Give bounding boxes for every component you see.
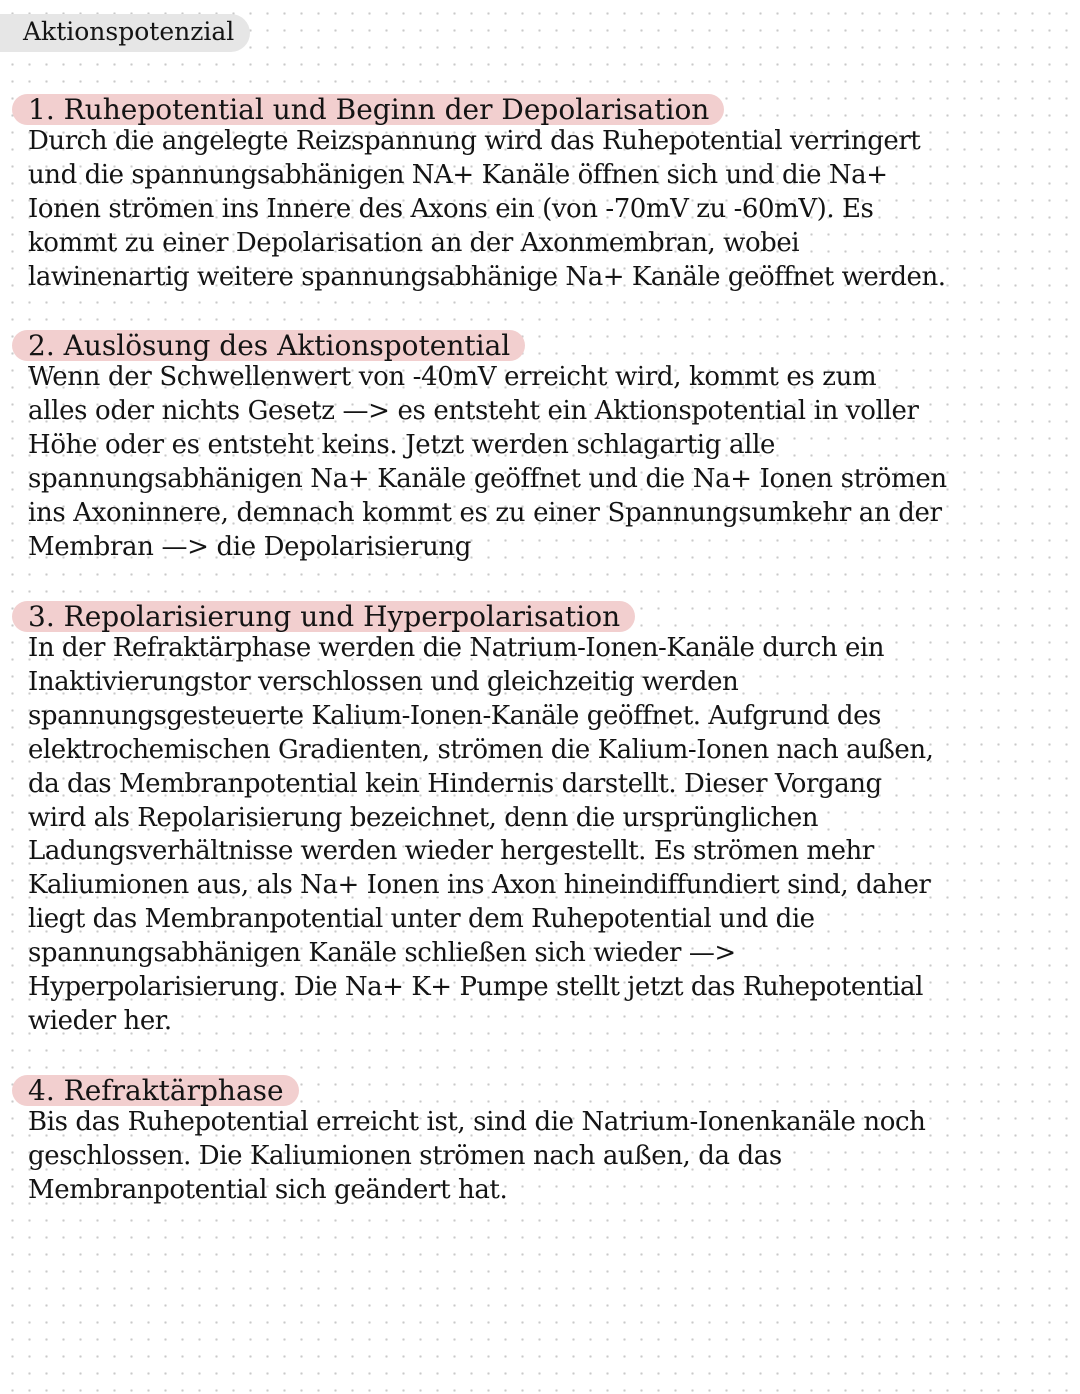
text-line: Membranpotential sich geändert hat. <box>28 1174 508 1205</box>
text-line: Durch die angelegte Reizspannung wird das Ruhepotential verringert <box>28 126 921 156</box>
section-repolarisierung <box>12 601 933 1039</box>
text-line: liegt das Membranpotential unter dem Ruhepotential und die <box>28 904 815 935</box>
section-body <box>12 632 933 1039</box>
text-line: Wenn der Schwellenwert von -40mV erreicht wird, kommt es zum <box>28 362 877 392</box>
text-line: kommt zu einer Depolarisation an der Axonmembran, wobei <box>28 227 800 258</box>
text-line: wird als Repolarisierung bezeichnet, denn die ursprünglichen <box>28 802 819 833</box>
text-line: geschlossen. Die Kaliumionen strömen nach außen, da das <box>28 1140 782 1171</box>
text-line: und die spannungsabhänigen NA+ Kanäle öffnen sich und die Na+ <box>28 159 888 190</box>
text-line: Hyperpolarisierung. Die Na+ K+ Pumpe stellt jetzt das Ruhepotential <box>28 972 923 1003</box>
text-line: alles oder nichts Gesetz —> es entsteht ein Aktionspotential in voller <box>28 395 919 426</box>
text-line: In der Refraktärphase werden die Natrium-Ionen-Kanäle durch ein <box>28 633 885 663</box>
text-line: Inaktivierungstor verschlossen und gleichzeitig werden <box>28 666 739 697</box>
text-line: lawinenartig weitere spannungsabhänige Na+ Kanäle geöffnet werden. <box>28 261 946 292</box>
text-line: spannungsabhänigen Na+ Kanäle geöffnet und die Na+ Ionen strömen <box>28 463 947 494</box>
text-line: Ionen strömen ins Innere des Axons ein (von -70mV zu -60mV). Es <box>28 193 874 224</box>
section-heading: 3. Repolarisierung und Hyperpolarisation <box>12 601 635 632</box>
text-line: wieder her. <box>28 1005 172 1036</box>
text-line: Bis das Ruhepotential erreicht ist, sind die Natrium-Ionenkanäle noch <box>28 1107 926 1137</box>
section-heading: 4. Refraktärphase <box>12 1075 299 1106</box>
section-body <box>12 361 947 564</box>
text-line: Höhe oder es entsteht keins. Jetzt werden schlagartig alle <box>28 429 776 460</box>
section-body <box>12 125 946 295</box>
text-line: elektrochemischen Gradienten, strömen die Kalium-Ionen nach außen, <box>28 734 934 765</box>
section-heading: 2. Auslösung des Aktionspotential <box>12 330 525 361</box>
text-line: ins Axoninnere, demnach kommt es zu einer Spannungsumkehr an der <box>28 497 942 528</box>
text-line: spannungsabhänigen Kanäle schließen sich wieder —> <box>28 938 736 969</box>
section-ruhepotential <box>12 94 946 295</box>
section-heading: 1. Ruhepotential und Beginn der Depolarisation <box>12 94 724 125</box>
section-refraktaerphase <box>12 1075 925 1208</box>
section-body <box>12 1106 925 1208</box>
text-line: spannungsgesteuerte Kalium-Ionen-Kanäle geöffnet. Aufgrund des <box>28 700 881 731</box>
text-line: da das Membranpotential kein Hindernis darstellt. Dieser Vorgang <box>28 768 882 799</box>
text-line: Membran —> die Depolarisierung <box>28 531 472 562</box>
text-line: Kaliumionen aus, als Na+ Ionen ins Axon hineindiffundiert sind, daher <box>28 870 931 901</box>
section-ausloesung <box>12 330 947 564</box>
document-title: Aktionspotenzial <box>0 14 250 52</box>
text-line: Ladungsverhältnisse werden wieder hergestellt. Es strömen mehr <box>28 836 874 867</box>
